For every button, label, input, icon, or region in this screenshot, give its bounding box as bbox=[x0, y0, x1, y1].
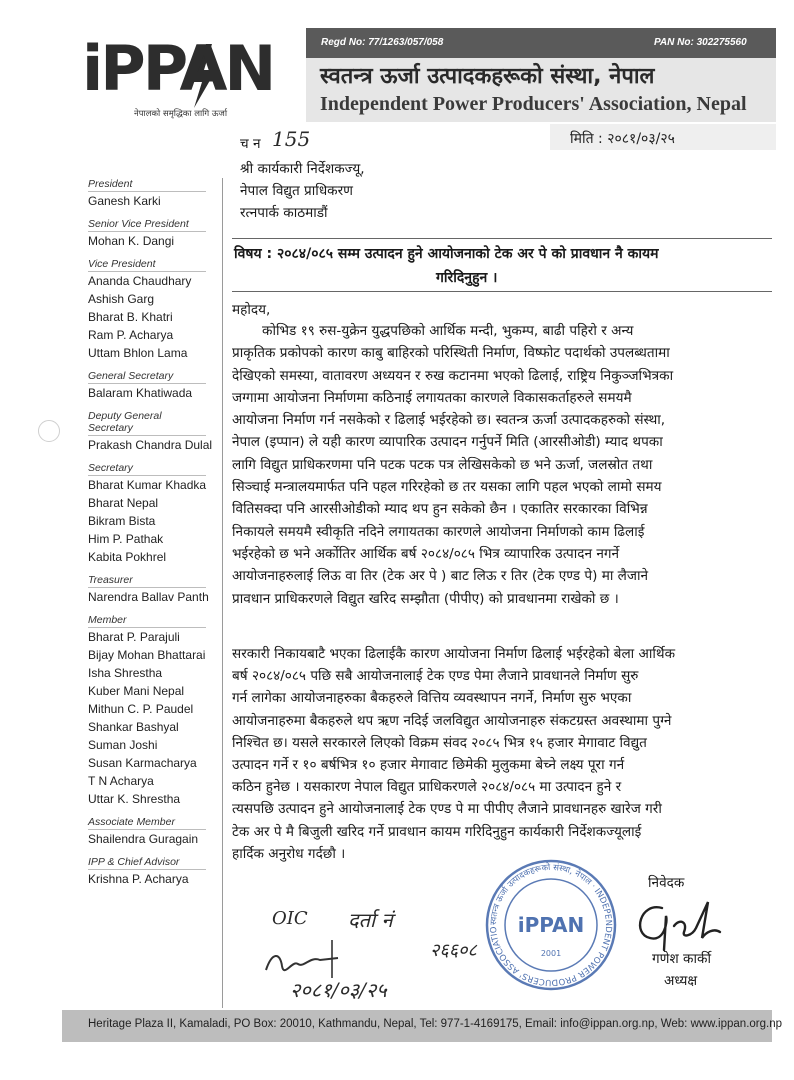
signature bbox=[622, 892, 742, 954]
office-role: President bbox=[88, 178, 206, 192]
logo-wordmark: iPPAN bbox=[82, 32, 274, 105]
office-member: Bharat B. Khatri bbox=[88, 310, 173, 324]
office-member: Kabita Pokhrel bbox=[88, 550, 167, 564]
office-member: Bharat P. Parajuli bbox=[88, 630, 180, 644]
office-role: Treasurer bbox=[88, 574, 206, 588]
office-member: Balaram Khatiwada bbox=[88, 386, 193, 400]
subject-line-1: विषय : २०८४/०८५ सम्म उत्पादन हुने आयोजनाको टेक अर पे को प्रावधान नै कायम bbox=[234, 246, 659, 262]
received-date: २०८१/०३/२५ bbox=[290, 978, 387, 1002]
office-group bbox=[88, 410, 218, 454]
office-group bbox=[88, 574, 218, 606]
office-member: Uttar K. Shrestha bbox=[88, 792, 181, 806]
received-word: दर्ता नं bbox=[348, 908, 393, 932]
body-line: आयोजनाहरुलाई लिऊ वा तिर (टेक अर पे ) बाट लिऊ र तिर (टेक एण्ड पे) मा लैजाने bbox=[232, 568, 649, 585]
punch-hole bbox=[38, 420, 60, 442]
body-line: आयोजना निर्माण गर्न नसकेको र ढिलाई भईरहेको छ। स्वतन्त्र ऊर्जा उत्पादकहरुको संस्था, bbox=[232, 412, 666, 429]
body-line: बर्ष २०८४/०८५ पछि सबै आयोजनालाई टेक एण्ड पेमा लैजाने प्रावधानले निर्माण सुरु bbox=[232, 668, 639, 685]
body-line: प्राकृतिक प्रकोपको कारण काबु बाहिरको परिस्थिती निर्माण, विष्फोट पदार्थको उपलब्धतामा bbox=[232, 345, 670, 362]
svg-text:iPPAN: iPPAN bbox=[517, 913, 585, 937]
pan-number: PAN No: 302275560 bbox=[654, 37, 747, 48]
body-line: लागि विद्युत प्राधिकरणमा पनि पटक पटक पत्र लेखिसकेको छ भने ऊर्जा, जलस्रोत तथा bbox=[232, 456, 653, 473]
organization-name-english: Independent Power Producers' Association, Nepal bbox=[320, 93, 747, 115]
office-group bbox=[88, 178, 218, 210]
office-member: Krishna P. Acharya bbox=[88, 872, 189, 886]
office-member: Susan Karmacharya bbox=[88, 756, 197, 770]
body-line: उत्पादन गर्ने र १० बर्षभित्र १० हजार मेगावाट छिमेकी मुलुकमा बेच्ने लक्ष्य पूरा गर्न bbox=[232, 757, 625, 774]
received-number: २६६०८ bbox=[430, 940, 477, 961]
letter-date: मिति : २०८१/०३/२५ bbox=[570, 131, 675, 147]
office-role: General Secretary bbox=[88, 370, 206, 384]
signatory-name: गणेश कार्की bbox=[652, 951, 711, 967]
body-line: गर्न लागेका आयोजनाहरुका बैकहरुले वित्तिय व्यवस्थापन नगर्ने, निर्माण सुरु भएका bbox=[232, 690, 632, 707]
body-line: वितिसक्दा पनि आरसीओडीको म्याद थप हुन सकेको छैन । एकातिर सरकारका विभिन्न bbox=[232, 501, 648, 518]
body-paragraph-2 bbox=[232, 643, 675, 865]
office-group bbox=[88, 614, 218, 808]
office-group bbox=[88, 816, 218, 848]
body-line: सरकारी निकायबाटै भएका ढिलाईकै कारण आयोजना निर्माण ढिलाई भईरहेको बेला आर्थिक bbox=[232, 646, 676, 662]
office-member: Ananda Chaudhary bbox=[88, 274, 192, 288]
office-member: Narendra Ballav Panth bbox=[88, 590, 209, 604]
office-role: Vice President bbox=[88, 258, 206, 272]
body-line: जग्गामा आयोजना निर्माणमा कठिनाई लगायतका कारणले विकासकर्ताहरुले समयमै bbox=[232, 389, 632, 406]
office-role: Deputy General Secretary bbox=[88, 410, 206, 436]
svg-text:2001: 2001 bbox=[540, 949, 562, 958]
body-line: कठिन हुनेछ । यसकारण नेपाल विद्युत प्राधिकरणले २०८४/०८५ मा उत्पादन हुने र bbox=[232, 779, 622, 796]
body-line: कोभिड १९ रुस-युक्रेन युद्धपछिको आर्थिक मन्दी, भुकम्प, बाढी पहिरो र अन्य bbox=[262, 323, 634, 339]
recipient-line-1: श्री कार्यकारी निर्देशकज्यू, bbox=[240, 161, 365, 177]
body-paragraph-1 bbox=[232, 320, 673, 610]
office-role: Secretary bbox=[88, 462, 206, 476]
sidebar-divider bbox=[222, 178, 223, 1008]
office-role: Associate Member bbox=[88, 816, 206, 830]
received-code: OIC bbox=[272, 908, 308, 929]
closing-word: निवेदक bbox=[648, 875, 685, 891]
body-line: प्रावधान प्राधिकरणले विद्युत खरिद सम्झौता (पीपीए) को प्रावधानमा राखेको छ । bbox=[232, 590, 619, 607]
office-member: Kuber Mani Nepal bbox=[88, 684, 185, 698]
body-line: हार्दिक अनुरोध गर्दछौ । bbox=[232, 845, 346, 862]
office-role: IPP & Chief Advisor bbox=[88, 856, 206, 870]
body-line: आयोजनाहरुमा बैकहरुले थप ऋण नदिई जलविद्युत आयोजनाहरु संकटग्रस्त अवस्थामा पुग्ने bbox=[232, 712, 672, 729]
office-member: T N Acharya bbox=[88, 774, 154, 788]
office-group bbox=[88, 218, 218, 250]
office-group bbox=[88, 370, 218, 402]
office-member: Shailendra Guragain bbox=[88, 832, 199, 846]
office-member: Suman Joshi bbox=[88, 738, 158, 752]
office-member: Ganesh Karki bbox=[88, 194, 161, 208]
office-member: Bijay Mohan Bhattarai bbox=[88, 648, 206, 662]
office-member: Isha Shrestha bbox=[88, 666, 163, 680]
footer-contact: Heritage Plaza II, Kamaladi, PO Box: 20010, Kathmandu, Nepal, Tel: 977-1-4169175, Email: info@ippan.org.np, Web: www.ippan.org.np bbox=[88, 1018, 782, 1030]
office-member: Uttam Bhlon Lama bbox=[88, 346, 188, 360]
office-member: Bharat Kumar Khadka bbox=[88, 478, 207, 492]
office-member: Mohan K. Dangi bbox=[88, 234, 175, 248]
office-member: Prakash Chandra Dulal bbox=[88, 438, 213, 452]
body-line: त्यसपछि उत्पादन हुने आयोजनालाई टेक एण्ड पे मा पीपीए लैजाने प्रावधानहरु खारेज गरी bbox=[232, 801, 662, 818]
office-role: Senior Vice President bbox=[88, 218, 206, 232]
office-member: Mithun C. P. Paudel bbox=[88, 702, 194, 716]
office-group bbox=[88, 462, 218, 566]
signatory-title: अध्यक्ष bbox=[664, 973, 698, 989]
svg-text:स्वतन्त्र ऊर्जा उत्पादकहरूको स: स्वतन्त्र ऊर्जा उत्पादकहरूको संस्था, नेपाल · INDEPENDENT POWER PRODUCERS' ASSOCIATIO bbox=[488, 862, 614, 988]
office-group bbox=[88, 856, 218, 888]
office-bearers-list bbox=[88, 178, 218, 888]
body-line: टेक अर पे मै बिजुली खरिद गर्ने प्रावधान कायम गरिदिनुहुन कार्यकारी निर्देशकज्यूलाई bbox=[232, 823, 642, 840]
office-member: Him P. Pathak bbox=[88, 532, 164, 546]
organization-name-nepali: स्वतन्त्र ऊर्जा उत्पादकहरूको संस्था, नेपाल bbox=[320, 64, 655, 89]
salutation: महोदय, bbox=[232, 302, 271, 318]
received-initials-scribble bbox=[258, 930, 408, 990]
recipient-line-2: नेपाल विद्युत प्राधिकरण bbox=[240, 183, 354, 199]
body-line: नेपाल (इप्पान) ले यही कारण व्यापारिक उत्पादन गर्नुपर्ने मिति (आरसीओडी) म्याद थपका bbox=[232, 434, 663, 451]
organization-seal bbox=[484, 858, 618, 992]
office-role: Member bbox=[88, 614, 206, 628]
office-member: Bikram Bista bbox=[88, 514, 156, 528]
reference-label: च न bbox=[240, 136, 261, 152]
office-group bbox=[88, 258, 218, 362]
office-member: Ram P. Acharya bbox=[88, 328, 174, 342]
body-line: देखिएको समस्या, वातावरण अध्ययन र रुख कटानमा भएको ढिलाई, राष्ट्रिय निकुञ्जभित्रका bbox=[232, 367, 674, 384]
body-line: निश्चित छ। यसले सरकारले लिएको विक्रम संवद २०८५ भित्र १५ हजार मेगावाट विद्युत bbox=[232, 734, 647, 751]
recipient-line-3: रत्नपार्क काठमाडौं bbox=[240, 205, 328, 221]
office-member: Shankar Bashyal bbox=[88, 720, 179, 734]
body-line: भईरहेको छ भने अर्कोतिर आर्थिक बर्ष २०८४/०८५ भित्र व्यापारिक उत्पादन नगर्ने bbox=[232, 545, 620, 562]
body-line: सिञ्चाई मन्त्रालयमार्फत पनि पहल गरिरहेको छ तर यसका लागि पहल भएको लामो समय bbox=[232, 479, 662, 496]
reference-number: 155 bbox=[272, 127, 311, 151]
body-line: निकायले समयमै स्वीकृति नदिने लगायतका कारणले आयोजना निर्माणको काम ढिलाई bbox=[232, 523, 645, 540]
logo-tagline: नेपालको समृद्धिका लागि ऊर्जा bbox=[134, 109, 228, 119]
registration-number: Regd No: 77/1263/057/058 bbox=[321, 37, 444, 48]
office-member: Ashish Garg bbox=[88, 292, 155, 306]
subject-line-2: गरिदिनुहुन । bbox=[436, 270, 498, 286]
office-member: Bharat Nepal bbox=[88, 496, 159, 510]
